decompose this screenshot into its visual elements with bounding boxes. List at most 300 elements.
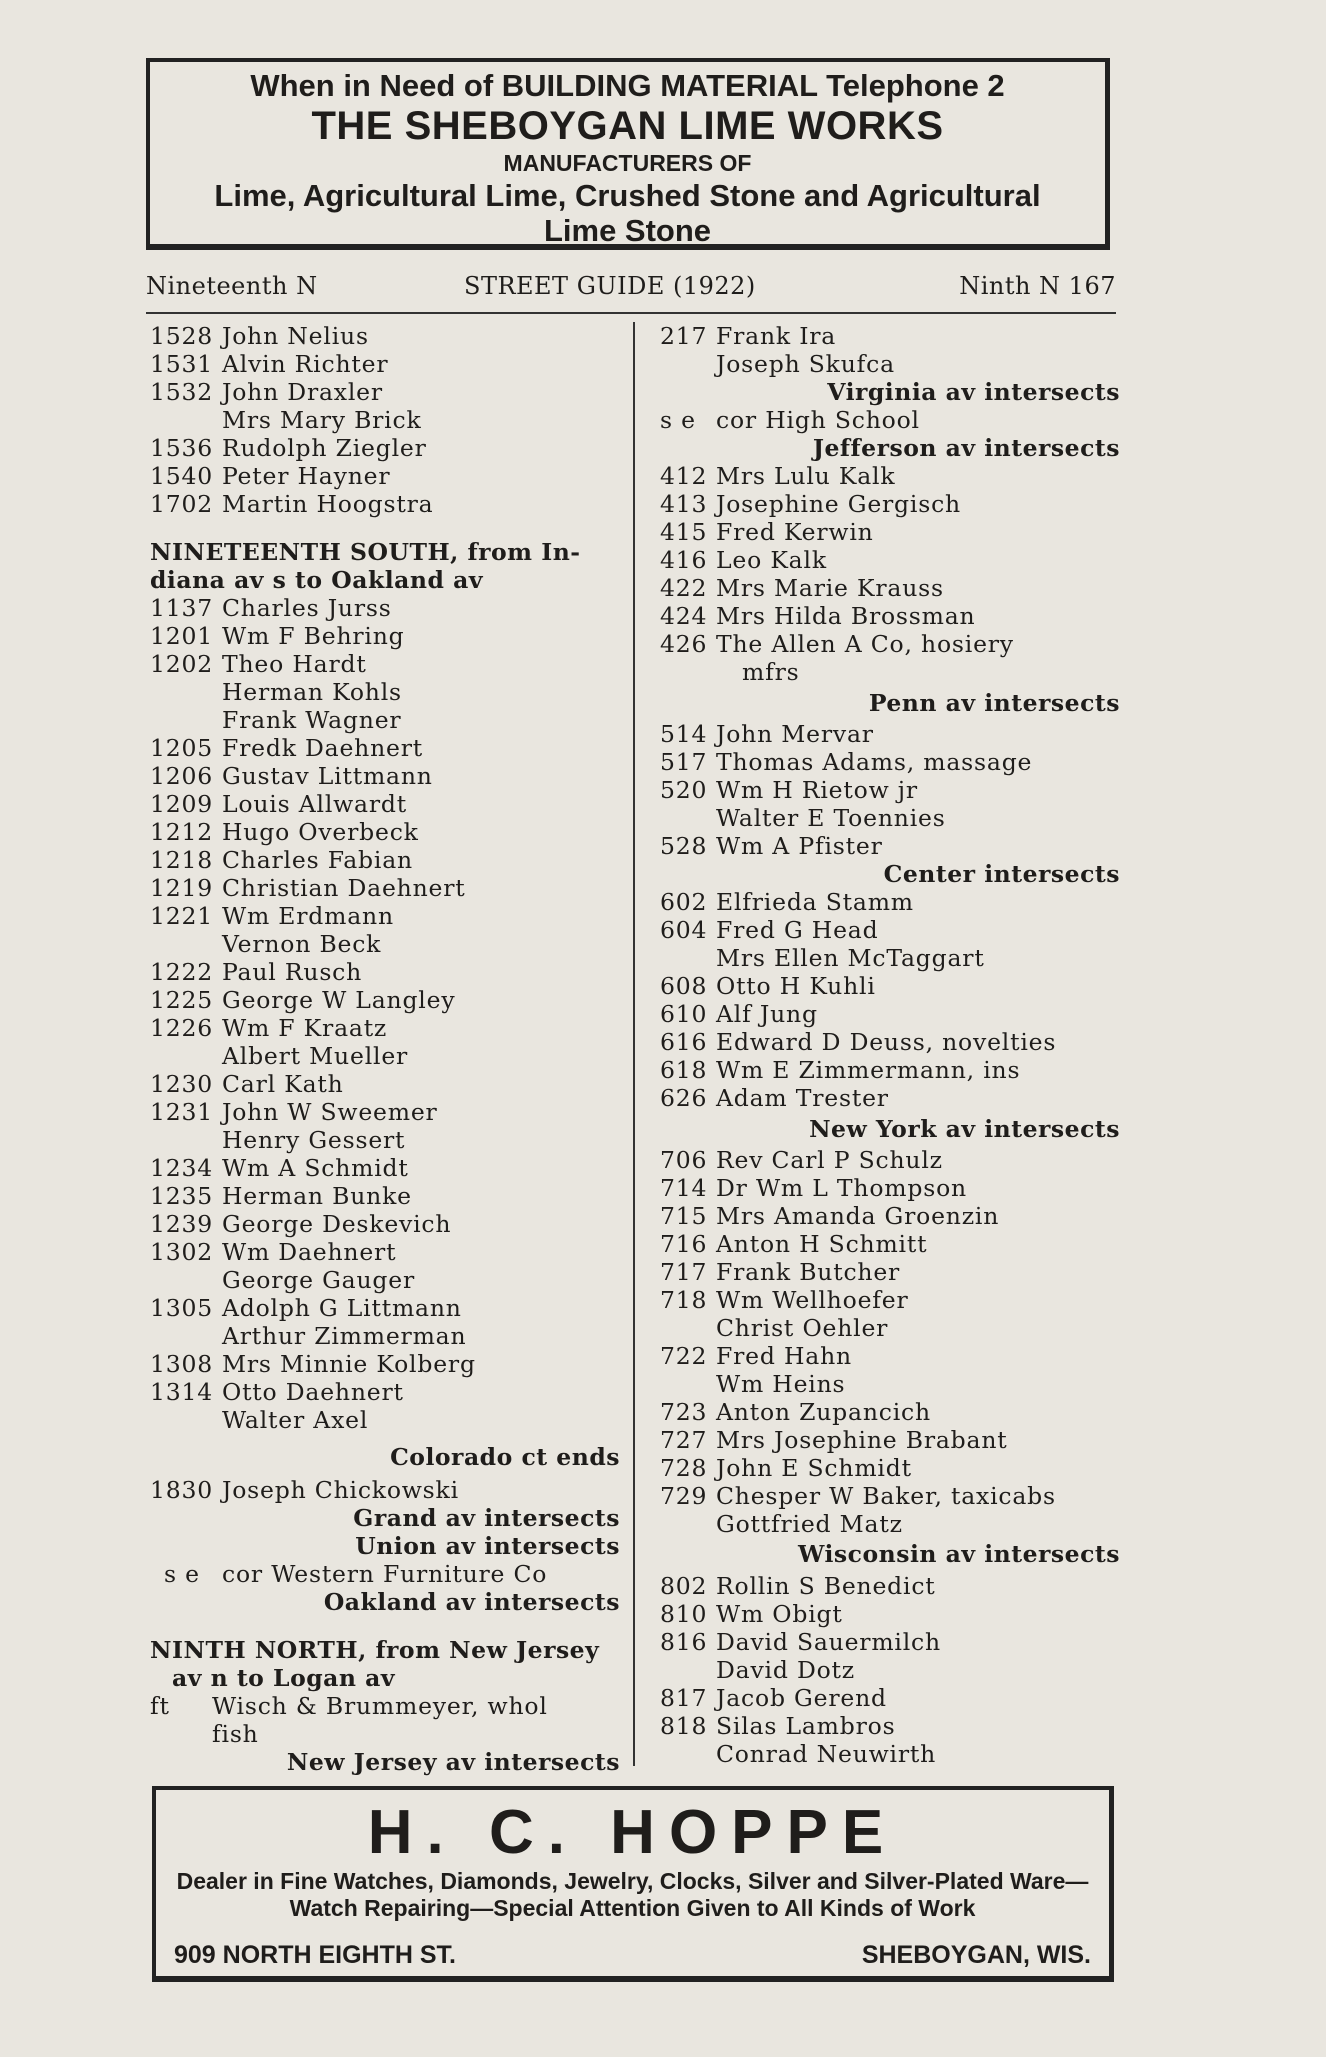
- house-number: [150, 1322, 222, 1350]
- resident-name: Alf Jung: [716, 1000, 818, 1028]
- house-number: 1222: [150, 958, 214, 986]
- resident-name: Mrs Ellen McTaggart: [716, 944, 985, 972]
- street-entry: [660, 462, 1120, 490]
- resident-name: Theo Hardt: [222, 650, 367, 678]
- street-entry: [660, 1146, 1120, 1174]
- resident-name: mfrs: [742, 658, 800, 686]
- resident-name: Mrs Minnie Kolberg: [222, 1350, 476, 1378]
- resident-name: Mrs Amanda Groenzin: [716, 1202, 1000, 1230]
- house-number: 520: [660, 776, 708, 804]
- street-entry: [150, 846, 620, 874]
- ad-address: 909 NORTH EIGHTH ST.: [174, 1941, 456, 1969]
- resident-name: Charles Jurss: [222, 594, 392, 622]
- running-head-right: Ninth N 167: [959, 272, 1116, 300]
- house-number: 1239: [150, 1210, 214, 1238]
- resident-name: Alvin Richter: [222, 350, 389, 378]
- street-entries-jefferson: [660, 462, 1120, 658]
- resident-name: Anton H Schmitt: [716, 1230, 928, 1258]
- spacer: [150, 1616, 620, 1636]
- oakland-intersects: Oakland av intersects: [323, 1588, 620, 1616]
- section-title-ninth-north-cont: av n to Logan av: [172, 1664, 396, 1692]
- resident-name: Joseph Chickowski: [222, 1476, 459, 1504]
- resident-name: Paul Rusch: [222, 958, 363, 986]
- street-entry: [150, 930, 620, 958]
- resident-name: David Dotz: [716, 1656, 855, 1684]
- spacer: [660, 350, 716, 378]
- resident-name: Leo Kalk: [716, 546, 827, 574]
- street-entry: [660, 1684, 1120, 1712]
- street-entry-se: [150, 1560, 620, 1588]
- resident-name: Chesper W Baker, taxicabs: [716, 1482, 1056, 1510]
- house-number: [150, 406, 222, 434]
- section-title-ninth-north: NINTH NORTH, from New Jersey: [150, 1636, 600, 1664]
- resident-name: Arthur Zimmerman: [222, 1322, 467, 1350]
- house-number: [150, 1406, 222, 1434]
- street-entries-center: [660, 888, 1120, 1112]
- house-number: [150, 930, 222, 958]
- resident-name: Wm Heins: [716, 1370, 846, 1398]
- street-entry: [150, 434, 620, 462]
- street-entry: [660, 630, 1120, 658]
- street-entry: [150, 462, 620, 490]
- house-number: [150, 706, 222, 734]
- street-entry: [660, 1230, 1120, 1258]
- street-entry: [660, 1000, 1120, 1028]
- spacer: [660, 658, 742, 686]
- house-number: 1219: [150, 874, 214, 902]
- house-number: 727: [660, 1426, 708, 1454]
- resident-name: Edward D Deuss, novelties: [716, 1028, 1057, 1056]
- se-prefix: s e: [660, 406, 696, 434]
- street-entries-nineteenth-north: [150, 322, 620, 518]
- house-number: 1532: [150, 378, 214, 406]
- street-entry: [660, 748, 1120, 776]
- street-entry: [150, 762, 620, 790]
- street-entry: [150, 1070, 620, 1098]
- resident-name: Walter E Toennies: [716, 804, 946, 832]
- resident-name: John W Sweemer: [222, 1098, 438, 1126]
- resident-name: Albert Mueller: [222, 1042, 409, 1070]
- running-head: [146, 272, 1116, 304]
- house-number: 1221: [150, 902, 214, 930]
- house-number: 618: [660, 1056, 708, 1084]
- resident-name: Rollin S Benedict: [716, 1572, 936, 1600]
- street-entry: [660, 720, 1120, 748]
- house-number: 422: [660, 574, 708, 602]
- resident-name: Mrs Hilda Brossman: [716, 602, 976, 630]
- street-entry: [150, 1154, 620, 1182]
- street-entry: [150, 1294, 620, 1322]
- house-number: 1226: [150, 1014, 214, 1042]
- house-number: [660, 1656, 716, 1684]
- ad-company-name: THE SHEBOYGAN LIME WORKS: [311, 104, 944, 148]
- resident-name: Fred G Head: [716, 916, 879, 944]
- house-number: [150, 1266, 222, 1294]
- house-number: [150, 1126, 222, 1154]
- street-entry: [660, 1628, 1120, 1656]
- street-entry: [150, 1476, 620, 1504]
- street-entries-penn: [660, 720, 1120, 860]
- resident-name: Elfrieda Stamm: [716, 888, 914, 916]
- house-number: 416: [660, 546, 708, 574]
- street-entry: [150, 986, 620, 1014]
- street-entries-wisconsin: [660, 1572, 1120, 1768]
- street-entry: [660, 1482, 1120, 1510]
- resident-name: Wm Obigt: [716, 1600, 843, 1628]
- resident-name: Wm Daehnert: [222, 1238, 397, 1266]
- street-entry: [660, 776, 1120, 804]
- resident-name: Wm E Zimmermann, ins: [716, 1056, 1021, 1084]
- house-number: 413: [660, 490, 708, 518]
- resident-name: John Nelius: [222, 322, 369, 350]
- resident-name: Martin Hoogstra: [222, 490, 434, 518]
- street-entry: [660, 804, 1120, 832]
- resident-name: Herman Bunke: [222, 1182, 412, 1210]
- resident-name: Dr Wm L Thompson: [716, 1174, 967, 1202]
- house-number: 1206: [150, 762, 214, 790]
- house-number: 608: [660, 972, 708, 1000]
- resident-name: Wm Wellhoefer: [716, 1286, 909, 1314]
- resident-name: Otto H Kuhli: [716, 972, 876, 1000]
- section-title-nineteenth-south-cont: diana av s to Oakland av: [150, 566, 483, 594]
- street-entry: [660, 1258, 1120, 1286]
- resident-name: Henry Gessert: [222, 1126, 406, 1154]
- street-entry: [660, 1426, 1120, 1454]
- left-column: [150, 322, 620, 1776]
- house-number: [660, 804, 716, 832]
- house-number: 415: [660, 518, 708, 546]
- right-column: [660, 322, 1120, 1768]
- se-text: cor High School: [716, 406, 920, 434]
- house-number: 426: [660, 630, 708, 658]
- union-intersects: Union av intersects: [355, 1532, 620, 1560]
- house-number: 1209: [150, 790, 214, 818]
- street-entry: [660, 1174, 1120, 1202]
- street-entry: [660, 350, 1120, 378]
- street-entry-ft: [150, 1692, 620, 1720]
- house-number: 1540: [150, 462, 214, 490]
- se-prefix: s e: [164, 1560, 200, 1588]
- house-number: 604: [660, 916, 708, 944]
- house-number: 1531: [150, 350, 214, 378]
- street-entry: [150, 1406, 620, 1434]
- house-number: 723: [660, 1398, 708, 1426]
- street-entry: [150, 902, 620, 930]
- new-jersey-intersects: New Jersey av intersects: [286, 1748, 620, 1776]
- resident-name: The Allen A Co, hosiery: [716, 630, 1014, 658]
- house-number: 818: [660, 1712, 708, 1740]
- house-number: 729: [660, 1482, 708, 1510]
- house-number: 1225: [150, 986, 214, 1014]
- ad-dealer-description: Dealer in Fine Watches, Diamonds, Jewelry, Clocks, Silver and Silver-Plated Ware—Watch Repairing—Special Attention Given to All Kinds of Work: [176, 1868, 1089, 1921]
- house-number: 1230: [150, 1070, 214, 1098]
- house-number: 1536: [150, 434, 214, 462]
- resident-name: Adam Trester: [716, 1084, 889, 1112]
- ad-products-line: Lime, Agricultural Lime, Crushed Stone and Agricultural: [214, 178, 1041, 213]
- penn-intersects: Penn av intersects: [868, 689, 1120, 717]
- resident-name: Louis Allwardt: [222, 790, 407, 818]
- house-number: 1830: [150, 1476, 214, 1504]
- street-entry: [150, 1378, 620, 1406]
- street-entry: [150, 734, 620, 762]
- resident-name: Rudolph Ziegler: [222, 434, 427, 462]
- house-number: 817: [660, 1684, 708, 1712]
- resident-name: Anton Zupancich: [716, 1398, 931, 1426]
- street-entry: [150, 706, 620, 734]
- street-entry: [150, 1350, 620, 1378]
- spacer: [150, 518, 620, 538]
- section-title-nineteenth-south: NINETEENTH SOUTH, from In-: [150, 538, 581, 566]
- house-number: [660, 1314, 716, 1342]
- house-number: 722: [660, 1342, 708, 1370]
- resident-name: Conrad Neuwirth: [716, 1740, 937, 1768]
- street-entry: [660, 1454, 1120, 1482]
- street-entry-cont: [660, 658, 1120, 686]
- resident-name: Frank Wagner: [222, 706, 402, 734]
- se-text: cor Western Furniture Co: [222, 1560, 548, 1588]
- resident-name: Mrs Josephine Brabant: [716, 1426, 1008, 1454]
- house-number: 728: [660, 1454, 708, 1482]
- house-number: 715: [660, 1202, 708, 1230]
- street-entry: [660, 1342, 1120, 1370]
- house-number: [660, 944, 716, 972]
- street-entry: [150, 1210, 620, 1238]
- resident-name: Christ Oehler: [716, 1314, 889, 1342]
- wisconsin-intersects: Wisconsin av intersects: [798, 1540, 1120, 1568]
- resident-name: Frank Butcher: [716, 1258, 901, 1286]
- center-intersects: Center intersects: [883, 860, 1120, 888]
- resident-name: George Gauger: [222, 1266, 415, 1294]
- ft-prefix: ft: [150, 1692, 170, 1720]
- house-number: 810: [660, 1600, 708, 1628]
- resident-name: Hugo Overbeck: [222, 818, 419, 846]
- house-number: 1308: [150, 1350, 214, 1378]
- resident-name: Fred Hahn: [716, 1342, 852, 1370]
- house-number: 1702: [150, 490, 214, 518]
- resident-name: Charles Fabian: [222, 846, 413, 874]
- house-number: 717: [660, 1258, 708, 1286]
- house-number: 1212: [150, 818, 214, 846]
- house-number: 217: [660, 322, 708, 350]
- house-number: 602: [660, 888, 708, 916]
- resident-name: Fred Kerwin: [716, 518, 874, 546]
- house-number: [150, 1042, 222, 1070]
- street-entry: [660, 1286, 1120, 1314]
- house-number: 412: [660, 462, 708, 490]
- street-entry: [660, 518, 1120, 546]
- resident-name: John Draxler: [222, 378, 383, 406]
- street-entry: [150, 1014, 620, 1042]
- ft-text-cont: fish: [212, 1720, 259, 1748]
- street-entry: [150, 622, 620, 650]
- street-entry: [660, 1314, 1120, 1342]
- resident-name: Gottfried Matz: [716, 1510, 903, 1538]
- ft-text: Wisch & Brummeyer, whol: [212, 1692, 548, 1720]
- house-number: 1235: [150, 1182, 214, 1210]
- resident-name: Carl Kath: [222, 1070, 344, 1098]
- house-number: 1202: [150, 650, 214, 678]
- street-entry: [150, 958, 620, 986]
- resident-name: Christian Daehnert: [222, 874, 466, 902]
- street-entry: [660, 1398, 1120, 1426]
- street-entry: [150, 1238, 620, 1266]
- street-entry: [660, 888, 1120, 916]
- street-entry: [150, 322, 620, 350]
- resident-name: Fredk Daehnert: [222, 734, 424, 762]
- column-divider: [633, 322, 635, 1766]
- resident-name: Thomas Adams, massage: [716, 748, 1033, 776]
- street-entry: [150, 678, 620, 706]
- colorado-ends: Colorado ct ends: [390, 1443, 620, 1471]
- house-number: 1305: [150, 1294, 214, 1322]
- street-entry: [150, 594, 620, 622]
- resident-name: Herman Kohls: [222, 678, 402, 706]
- street-entry: [150, 818, 620, 846]
- house-number: 528: [660, 832, 708, 860]
- house-number: [150, 678, 222, 706]
- house-number: 1201: [150, 622, 214, 650]
- resident-name: Wm A Schmidt: [222, 1154, 409, 1182]
- ad-line-building-material: When in Need of BUILDING MATERIAL Telephone 2: [250, 68, 1005, 103]
- street-entry: [660, 1028, 1120, 1056]
- house-number: 1137: [150, 594, 214, 622]
- resident-name: David Sauermilch: [716, 1628, 941, 1656]
- resident-name: Otto Daehnert: [222, 1378, 404, 1406]
- street-entry: [660, 1510, 1120, 1538]
- grand-intersects: Grand av intersects: [353, 1504, 620, 1532]
- house-number: 1234: [150, 1154, 214, 1182]
- street-entry: [660, 1370, 1120, 1398]
- ad-products-line-2: Lime Stone: [543, 213, 712, 248]
- resident-name: Josephine Gergisch: [716, 490, 961, 518]
- resident-name: George W Langley: [222, 986, 456, 1014]
- resident-name: Jacob Gerend: [716, 1684, 887, 1712]
- house-number: 616: [660, 1028, 708, 1056]
- street-entry: [150, 1042, 620, 1070]
- resident-name: Vernon Beck: [222, 930, 382, 958]
- resident-name: Frank Ira: [716, 322, 837, 350]
- street-entry: [660, 546, 1120, 574]
- street-entry: [660, 574, 1120, 602]
- house-number: 718: [660, 1286, 708, 1314]
- street-entry: [660, 1202, 1120, 1230]
- resident-name: Wm F Behring: [222, 622, 405, 650]
- house-number: 424: [660, 602, 708, 630]
- house-number: 716: [660, 1230, 708, 1258]
- resident-name: Adolph G Littmann: [222, 1294, 462, 1322]
- street-entry: [660, 1600, 1120, 1628]
- house-number: 610: [660, 1000, 708, 1028]
- resident-name: Peter Hayner: [222, 462, 391, 490]
- street-entry: [150, 1182, 620, 1210]
- house-number: [660, 1370, 716, 1398]
- street-entry: [660, 972, 1120, 1000]
- street-entry: [660, 1056, 1120, 1084]
- street-entry: [150, 1266, 620, 1294]
- street-entry: [660, 1656, 1120, 1684]
- house-number: 626: [660, 1084, 708, 1112]
- street-entry: [660, 322, 1120, 350]
- street-entry: [660, 1572, 1120, 1600]
- ad-manufacturers-of: MANUFACTURERS OF: [503, 150, 752, 176]
- house-number: 706: [660, 1146, 708, 1174]
- jefferson-intersects: Jefferson av intersects: [812, 434, 1120, 462]
- street-entry: [660, 1712, 1120, 1740]
- resident-name: Wm Erdmann: [222, 902, 394, 930]
- resident-name: Wm H Rietow jr: [716, 776, 918, 804]
- resident-name: John Mervar: [716, 720, 874, 748]
- street-entry: [150, 406, 620, 434]
- house-number: [660, 1740, 716, 1768]
- resident-name: Wm A Pfister: [716, 832, 883, 860]
- street-entry: [660, 1084, 1120, 1112]
- header-rule: [146, 312, 1116, 314]
- resident-name: John E Schmidt: [716, 1454, 912, 1482]
- street-entry: [150, 1126, 620, 1154]
- house-number: 517: [660, 748, 708, 776]
- street-entry: [150, 350, 620, 378]
- street-entry: [150, 874, 620, 902]
- resident-name: Mrs Mary Brick: [222, 406, 422, 434]
- resident-name: Rev Carl P Schulz: [716, 1146, 943, 1174]
- resident-name: Joseph Skufca: [716, 350, 895, 378]
- street-entry: [660, 944, 1120, 972]
- street-entry: [150, 790, 620, 818]
- street-entries-new-york: [660, 1146, 1120, 1538]
- street-entry: [660, 1740, 1120, 1768]
- house-number: 1231: [150, 1098, 214, 1126]
- street-entry-ft-cont: [150, 1720, 620, 1748]
- street-entry: [150, 490, 620, 518]
- house-number: 1205: [150, 734, 214, 762]
- running-head-left: Nineteenth N: [146, 272, 318, 300]
- street-entry: [150, 1098, 620, 1126]
- street-entry: [660, 832, 1120, 860]
- ad-footer: [174, 1940, 1091, 1970]
- house-number: 714: [660, 1174, 708, 1202]
- ad-city: SHEBOYGAN, WIS.: [861, 1941, 1091, 1969]
- street-entry: [660, 916, 1120, 944]
- street-entry: [660, 602, 1120, 630]
- new-york-intersects: New York av intersects: [809, 1115, 1120, 1143]
- resident-name: Mrs Marie Krauss: [716, 574, 944, 602]
- resident-name: Silas Lambros: [716, 1712, 896, 1740]
- house-number: 1302: [150, 1238, 214, 1266]
- house-number: 1218: [150, 846, 214, 874]
- street-entry: [150, 378, 620, 406]
- street-entry-se: [660, 406, 1120, 434]
- spacer: [150, 1720, 212, 1748]
- ad-dealer-name: H. C. HOPPE: [367, 1798, 898, 1867]
- house-number: 1528: [150, 322, 214, 350]
- street-entries-nineteenth-south: [150, 594, 620, 1434]
- street-entry: [150, 1322, 620, 1350]
- house-number: [660, 1510, 716, 1538]
- house-number: 802: [660, 1572, 708, 1600]
- bottom-advertisement: [152, 1786, 1114, 1982]
- street-entry: [660, 490, 1120, 518]
- resident-name: Walter Axel: [222, 1406, 369, 1434]
- resident-name: George Deskevich: [222, 1210, 452, 1238]
- resident-name: Mrs Lulu Kalk: [716, 462, 896, 490]
- virginia-intersects: Virginia av intersects: [827, 378, 1120, 406]
- house-number: 1314: [150, 1378, 214, 1406]
- house-number: 816: [660, 1628, 708, 1656]
- resident-name: Wm F Kraatz: [222, 1014, 388, 1042]
- running-head-center: STREET GUIDE (1922): [464, 272, 756, 300]
- top-advertisement: [146, 58, 1110, 250]
- street-entry: [150, 650, 620, 678]
